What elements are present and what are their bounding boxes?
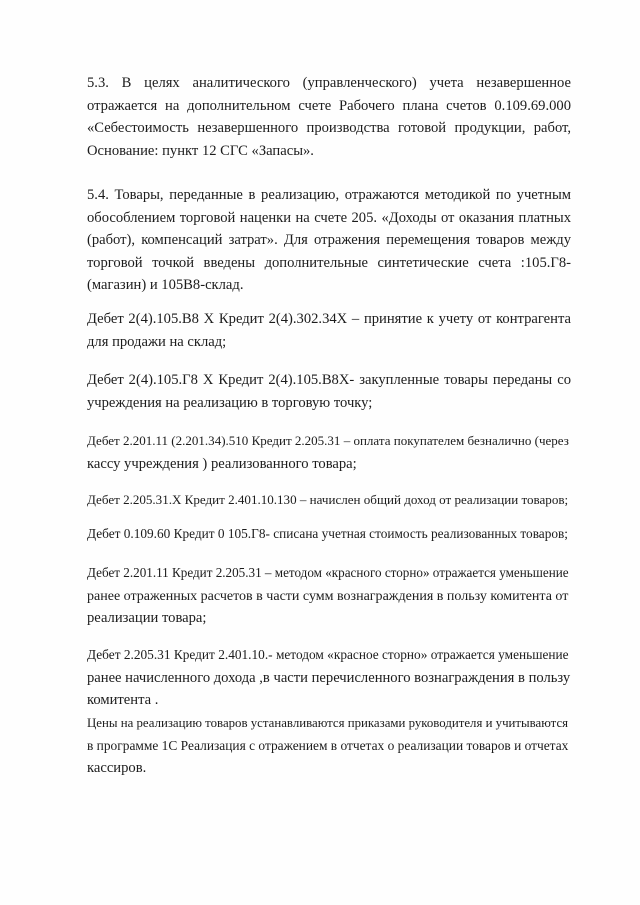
paragraph-line: 5.4. Товары, переданные в реализацию, отражаются методикой по учетным	[87, 187, 571, 203]
entry-line: ранее отраженных расчетов в части сумм вознаграждения в пользу комитента от	[87, 587, 569, 604]
closing-paragraph	[87, 712, 571, 780]
entry-line: комитента .	[87, 692, 159, 709]
entry-line: Дебет 2.205.31 Кредит 2.401.10.- методом «красное сторно» отражается уменьшение	[87, 647, 569, 662]
entry-line: Дебет 2(4).105.В8 Х Кредит 2(4).302.34Х – принятие к учету от контрагента	[87, 311, 571, 327]
paragraph-line: «Себестоимость незавершенного производства готовой продукции, работ,	[87, 120, 571, 137]
paragraph-line: Основание: пункт 12 СГС «Запасы».	[87, 142, 314, 159]
paragraph-5-4	[87, 184, 571, 297]
entry-line: Дебет 2.201.11 Кредит 2.205.31 – методом «красного сторно» отражается уменьшение	[87, 565, 569, 580]
entry-line: для продажи на склад;	[87, 333, 227, 350]
entry-line: Дебет 2(4).105.Г8 Х Кредит 2(4).105.В8Х- закупленные товары переданы со	[87, 372, 571, 388]
paragraph-line: торговой точкой введены дополнительные синтетические счета :105.Г8-	[87, 254, 571, 271]
entry-line: реализации товара;	[87, 610, 207, 627]
paragraph-line: кассиров.	[87, 760, 147, 777]
accounting-entry	[87, 489, 571, 512]
entry-line: Дебет 2.205.31.Х Кредит 2.401.10.130 – начислен общий доход от реализации товаров;	[87, 492, 569, 507]
entry-line: Дебет 0.109.60 Кредит 0 105.Г8- списана учетная стоимость реализованных товаров;	[87, 526, 568, 541]
paragraph-line: Цены на реализацию товаров устанавливаются приказами руководителя и учитываются	[87, 716, 569, 730]
entry-line: Дебет 2.201.11 (2.201.34).510 Кредит 2.205.31 – оплата покупателем безналично (через	[87, 433, 569, 448]
paragraph-5-3	[87, 72, 571, 162]
accounting-entry	[87, 369, 571, 414]
paragraph-line: отражается на дополнительном счете Рабочего плана счетов 0.109.69.000	[87, 97, 571, 114]
accounting-entry	[87, 523, 571, 546]
paragraph-line: 5.3. В целях аналитического (управленческого) учета незавершенное	[87, 75, 571, 91]
paragraph-line: (работ), компенсаций затрат». Для отражения перемещения товаров между	[87, 232, 571, 249]
accounting-entry	[87, 562, 571, 630]
entry-line: учреждения на реализацию в торговую точку;	[87, 394, 373, 411]
paragraph-line: в программе 1С Реализация с отражением в отчетах о реализации товаров и отчетах	[87, 737, 569, 753]
entry-line: кассу учреждения ) реализованного товара;	[87, 455, 357, 472]
accounting-entry	[87, 430, 571, 475]
accounting-entry	[87, 644, 571, 712]
paragraph-line: (магазин) и 105В8-склад.	[87, 277, 244, 294]
entry-line: ранее начисленного дохода ,в части перечисленного вознаграждения в пользу	[87, 669, 571, 686]
accounting-entry	[87, 308, 571, 353]
paragraph-line: обособлением торговой наценки на счете 205. «Доходы от оказания платных	[87, 209, 571, 226]
